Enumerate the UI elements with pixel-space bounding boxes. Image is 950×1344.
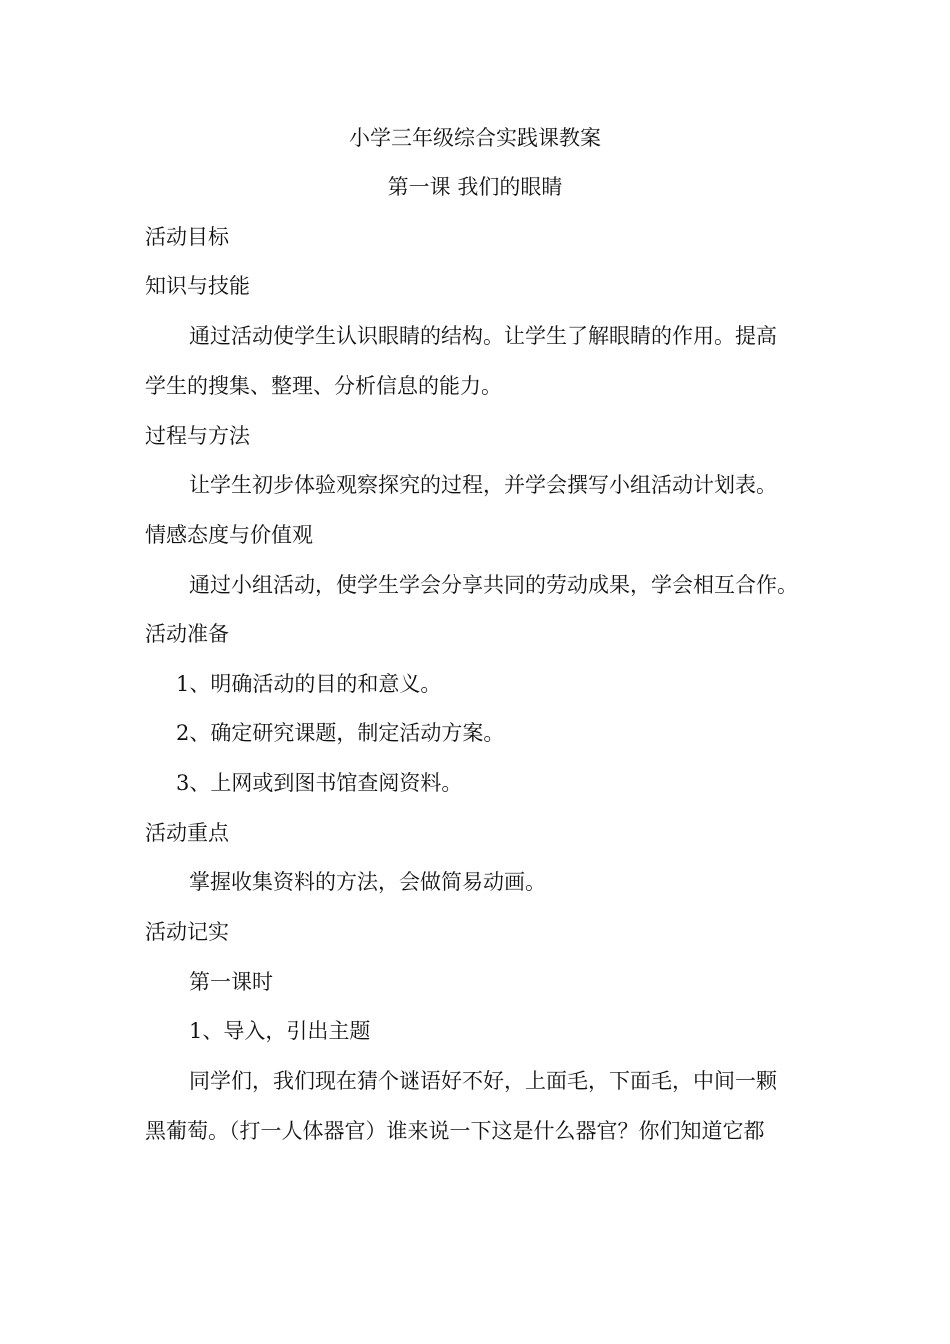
lesson-subtitle: 第一课 我们的眼睛 — [387, 175, 563, 199]
step-1-heading: 1、导入，引出主题 — [189, 1019, 371, 1043]
step-1-paragraph-line-2: 黑葡萄。（打一人体器官）谁来说一下这是什么器官？你们知道它都 — [145, 1119, 765, 1143]
prep-item-1: 1、明确活动的目的和意义。 — [176, 672, 442, 696]
step-1-paragraph-line-1: 同学们，我们现在猜个谜语好不好，上面毛，下面毛，中间一颗 — [189, 1069, 777, 1093]
process-paragraph: 让学生初步体验观察探究的过程，并学会撰写小组活动计划表。 — [189, 473, 777, 497]
knowledge-paragraph-line-2: 学生的搜集、整理、分析信息的能力。 — [145, 374, 502, 398]
process-heading: 过程与方法 — [145, 424, 250, 448]
focus-heading: 活动重点 — [145, 821, 229, 845]
knowledge-heading: 知识与技能 — [145, 274, 250, 298]
document-title: 小学三年级综合实践课教案 — [349, 126, 601, 150]
emotion-paragraph: 通过小组活动，使学生学会分享共同的劳动成果，学会相互合作。 — [189, 573, 798, 597]
prep-heading: 活动准备 — [145, 622, 229, 646]
record-heading: 活动记实 — [145, 920, 229, 944]
goal-heading: 活动目标 — [145, 225, 229, 249]
prep-item-3: 3、上网或到图书馆查阅资料。 — [176, 771, 463, 795]
lesson-label: 第一课时 — [189, 970, 273, 994]
prep-item-2: 2、确定研究课题，制定活动方案。 — [176, 721, 505, 745]
focus-paragraph: 掌握收集资料的方法，会做简易动画。 — [189, 870, 546, 894]
knowledge-paragraph-line-1: 通过活动使学生认识眼睛的结构。让学生了解眼睛的作用。提高 — [189, 324, 777, 348]
emotion-heading: 情感态度与价值观 — [145, 523, 313, 547]
